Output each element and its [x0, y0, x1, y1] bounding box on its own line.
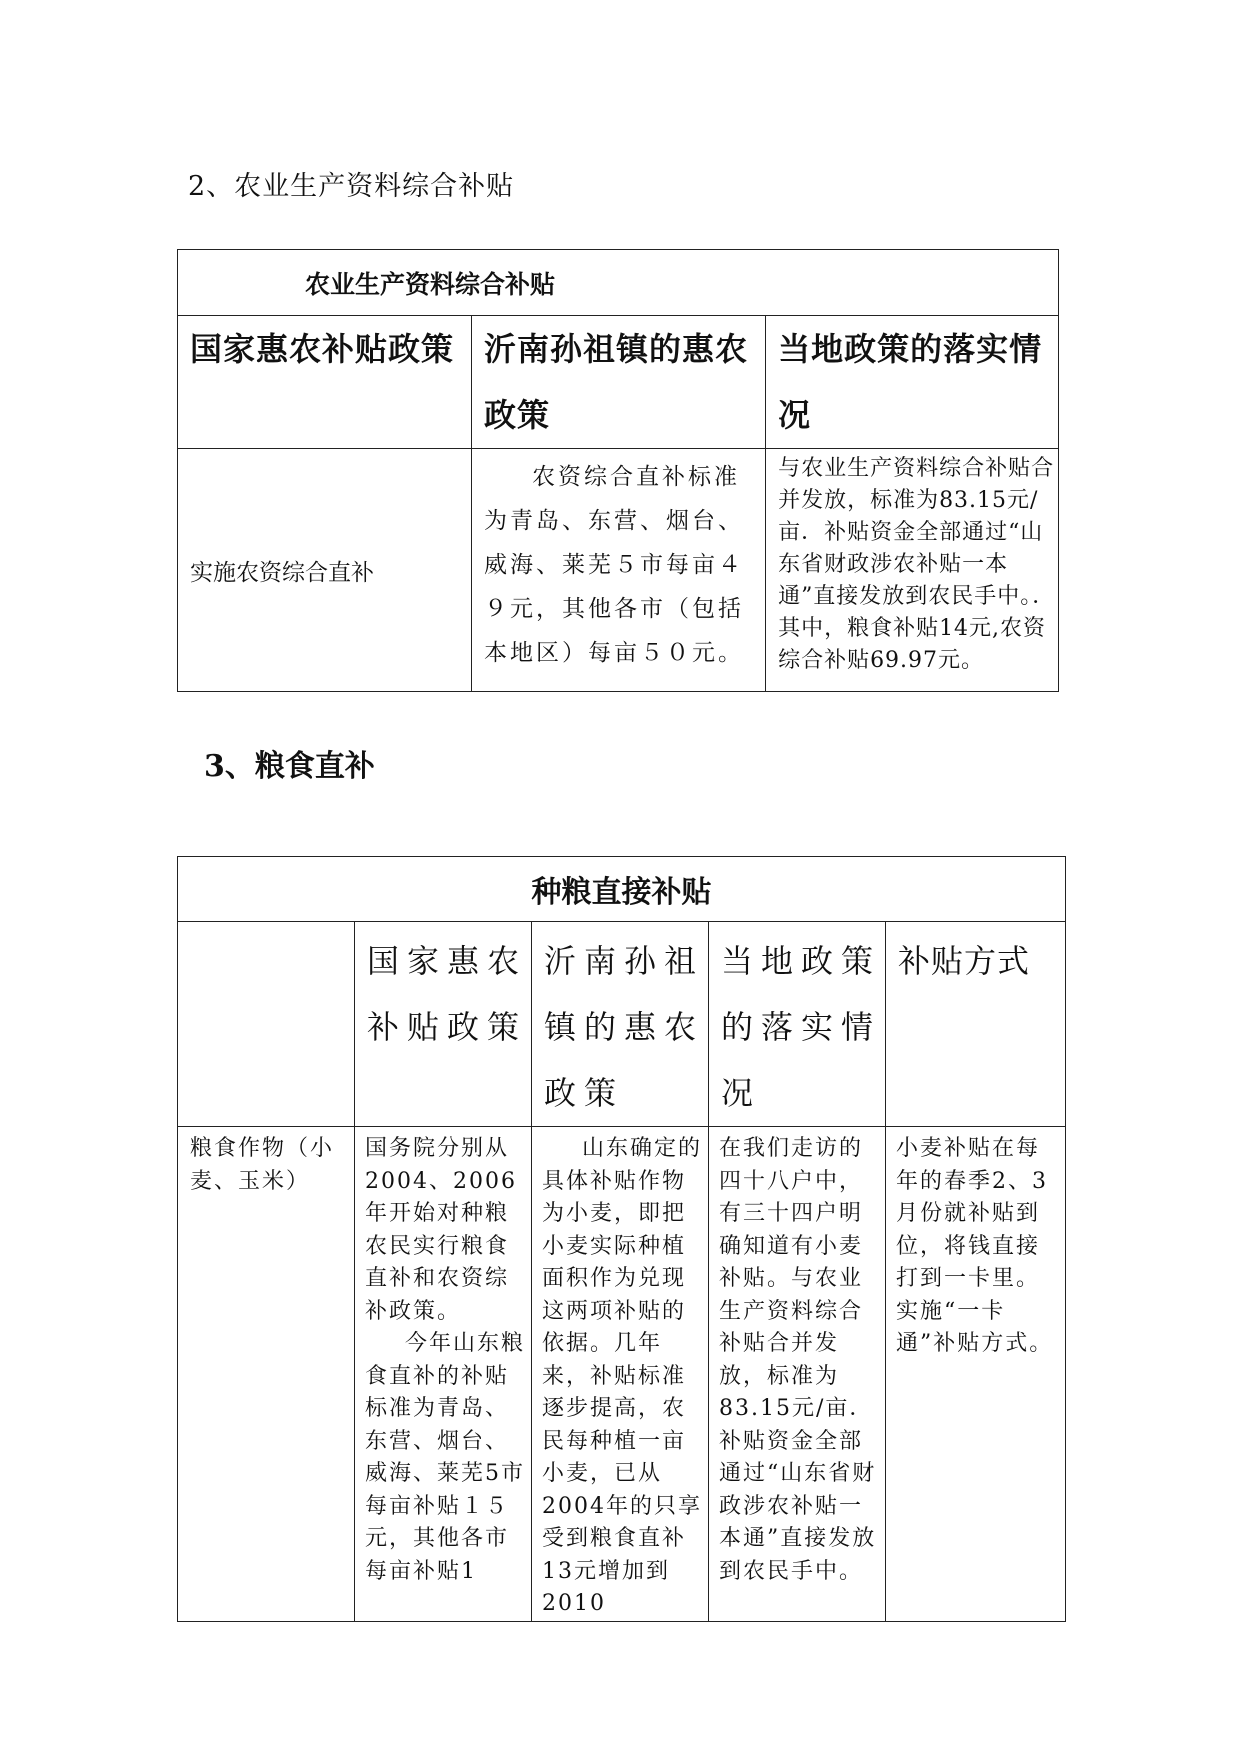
- table1-header-town-policy: 沂南孙祖镇的惠农政策: [472, 316, 766, 449]
- table2-national-para2: 今年山东粮食直补的补贴标准为青岛、东营、烟台、威海、莱芜5市每亩补贴１５元，其他各市每亩补贴1: [365, 1331, 526, 1584]
- table1-cell-policy: 实施农资综合直补: [178, 449, 472, 692]
- table1-cell-implementation: 与农业生产资料综合补贴合并发放，标准为83.15元/亩．补贴资金全部通过“山东省财政涉农补贴一本通”直接发放到农民手中。．其中，粮食补贴14元,农资综合补贴69.97元。: [766, 449, 1059, 692]
- table2-title: 种粮直接补贴: [178, 857, 1066, 922]
- subsidy-table-1: [177, 249, 1059, 692]
- table2-cell-national: [355, 1127, 532, 1622]
- section-heading-3: 3、粮食直补: [204, 749, 375, 784]
- table2-cell-crop: 粮食作物（小麦、玉米）: [178, 1127, 355, 1622]
- table1-header-national-policy: 国家惠农补贴政策: [178, 316, 472, 449]
- table1-header-implementation: 当地政策的落实情况: [766, 316, 1059, 449]
- table2-cell-implementation: 在我们走访的四十八户中，有三十四户明确知道有小麦补贴。与农业生产资料综合补贴合并发放，标准为83.15元/亩．补贴资金全部通过“山东省财政涉农补贴一本通”直接发放到农民手中。: [709, 1127, 886, 1622]
- table1-title: 农业生产资料综合补贴: [178, 250, 1059, 316]
- table2-header-national-policy: 国家惠农补贴政策: [355, 922, 532, 1127]
- table2-header-blank: [178, 922, 355, 1127]
- table2-header-method: 补贴方式: [886, 922, 1066, 1127]
- table2-national-para1: 国务院分别从2004、2006年开始对种粮农民实行粮食直补和农资综补政策。: [365, 1136, 517, 1324]
- table1-cell-town: 农资综合直补标准为青岛、东营、烟台、威海、莱芜５市每亩４９元，其他各市（包括本地区）每亩５０元。: [472, 449, 766, 692]
- subsidy-table-2: [177, 856, 1066, 1622]
- section-heading-2: 2、农业生产资料综合补贴: [188, 171, 515, 202]
- table2-cell-method: 小麦补贴在每年的春季2、3月份就补贴到位，将钱直接打到一卡里。实施“一卡通”补贴方式。: [886, 1127, 1066, 1622]
- table2-header-implementation: 当地政策的落实情况: [709, 922, 886, 1127]
- table2-cell-town: 山东确定的具体补贴作物为小麦，即把小麦实际种植面积作为兑现这两项补贴的依据。几年来，补贴标准逐步提高，农民每种植一亩小麦，已从2004年的只享受到粮食直补13元增加到2010: [532, 1127, 709, 1622]
- table2-header-town-policy: 沂南孙祖镇的惠农政策: [532, 922, 709, 1127]
